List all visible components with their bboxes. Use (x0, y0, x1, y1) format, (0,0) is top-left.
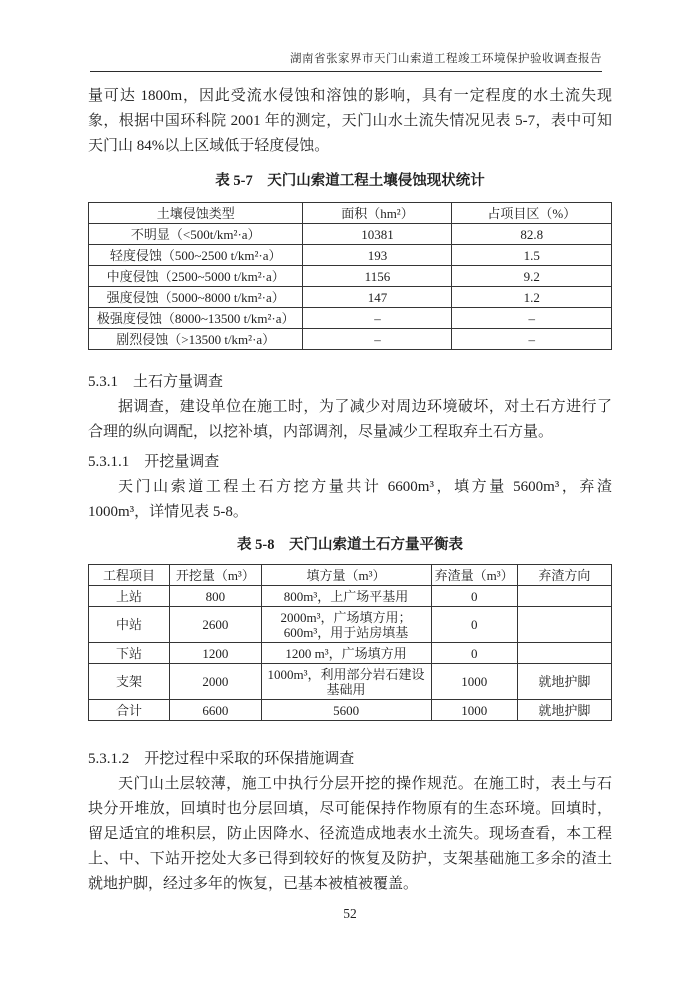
table-cell: 1200 (170, 643, 262, 664)
table-cell: 0 (431, 643, 517, 664)
table-cell: 1.5 (452, 245, 612, 266)
column-header: 弃渣量（m³） (431, 565, 517, 586)
table-5-8 (88, 564, 612, 721)
table-cell: 1000m³，利用部分岩石建设基础用 (261, 664, 431, 700)
table-row (89, 586, 612, 607)
table-cell: 强度侵蚀（5000~8000 t/km²·a） (89, 287, 303, 308)
table-cell: 5600 (261, 700, 431, 721)
table-cell: 上站 (89, 586, 170, 607)
table-cell: 2000 (170, 664, 262, 700)
column-header: 弃渣方向 (517, 565, 611, 586)
page-number: 52 (343, 906, 357, 921)
intro-paragraph: 量可达 1800m，因此受流水侵蚀和溶蚀的影响，具有一定程度的水土流失现象，根据中国环科院 2001 年的测定，天门山水土流失情况见表 5-7，表中可知天门山 84%以上区域低于轻度侵蚀。 (88, 88, 612, 154)
table-row (89, 224, 612, 245)
table-cell: 2600 (170, 607, 262, 643)
column-header: 填方量（m³） (261, 565, 431, 586)
table-row (89, 607, 612, 643)
table-cell: 800 (170, 586, 262, 607)
column-header: 面积（hm²） (303, 203, 452, 224)
column-header: 开挖量（m³） (170, 565, 262, 586)
section-heading-5-3-1-2: 5.3.1.2 开挖过程中采取的环保措施调查 (88, 751, 355, 767)
table-row (89, 700, 612, 721)
table-cell: 193 (303, 245, 452, 266)
table-cell: 轻度侵蚀（500~2500 t/km²·a） (89, 245, 303, 266)
table-cell: 极强度侵蚀（8000~13500 t/km²·a） (89, 308, 303, 329)
table-cell: 中度侵蚀（2500~5000 t/km²·a） (89, 266, 303, 287)
table-row (89, 308, 612, 329)
table-5-8-header-row (89, 565, 612, 586)
table-5-7-header-row (89, 203, 612, 224)
table-row (89, 329, 612, 350)
column-header: 工程项目 (89, 565, 170, 586)
table-cell: 就地护脚 (517, 700, 611, 721)
table-cell: 0 (431, 607, 517, 643)
table-cell: 剧烈侵蚀（>13500 t/km²·a） (89, 329, 303, 350)
column-header: 占项目区（%） (452, 203, 612, 224)
table-cell: – (452, 329, 612, 350)
table-cell (517, 586, 611, 607)
table-row (89, 266, 612, 287)
table-cell (517, 643, 611, 664)
table-cell: – (303, 308, 452, 329)
table-row (89, 664, 612, 700)
table-cell: 中站 (89, 607, 170, 643)
table-cell (517, 607, 611, 643)
column-header: 土壤侵蚀类型 (89, 203, 303, 224)
table-cell: 147 (303, 287, 452, 308)
table-row (89, 643, 612, 664)
page-content (88, 84, 612, 897)
table-cell: 1000 (431, 664, 517, 700)
table-cell: 1000 (431, 700, 517, 721)
table-cell: 1.2 (452, 287, 612, 308)
section-heading-5-3-1: 5.3.1 土石方量调查 (88, 374, 224, 390)
table-cell: 2000m³，广场填方用；600m³，用于站房填基 (261, 607, 431, 643)
table-cell: 下站 (89, 643, 170, 664)
table-cell: 82.8 (452, 224, 612, 245)
table-5-7 (88, 202, 612, 350)
section-paragraph-5-3-1-2: 天门山土层较薄，施工中执行分层开挖的操作规范。在施工时，表土与石块分开堆放，回填时也分层回填，尽可能保持作物原有的生态环境。回填时，留足适宜的堆积层，防止因降水、径流造成地表水土流失。现场查看，本工程上、中、下站开挖处大多已得到较好的恢复及防护，支架基础施工多余的渣土就地护脚，经过多年的恢复，已基本被植被覆盖。 (88, 776, 612, 892)
table-cell: 0 (431, 586, 517, 607)
table-cell: 就地护脚 (517, 664, 611, 700)
table-cell: 6600 (170, 700, 262, 721)
section-heading-5-3-1-1: 5.3.1.1 开挖量调查 (88, 454, 220, 470)
table-5-7-caption: 表 5-7 天门山索道工程土壤侵蚀现状统计 (215, 173, 485, 189)
table-cell: 1156 (303, 266, 452, 287)
table-cell: 9.2 (452, 266, 612, 287)
table-row (89, 287, 612, 308)
table-cell: 800m³，上广场平基用 (261, 586, 431, 607)
table-cell: 支架 (89, 664, 170, 700)
table-cell: 合计 (89, 700, 170, 721)
section-paragraph-5-3-1: 据调查，建设单位在施工时，为了减少对周边环境破坏，对土石方进行了合理的纵向调配，以挖补填，内部调剂，尽量减少工程取弃土石方量。 (88, 399, 612, 440)
table-cell: – (452, 308, 612, 329)
table-cell: 1200 m³，广场填方用 (261, 643, 431, 664)
table-row (89, 245, 612, 266)
table-cell: – (303, 329, 452, 350)
table-cell: 10381 (303, 224, 452, 245)
table-5-8-caption: 表 5-8 天门山索道土石方量平衡表 (237, 537, 463, 553)
table-cell: 不明显（<500t/km²·a） (89, 224, 303, 245)
running-header: 湖南省张家界市天门山索道工程竣工环境保护验收调查报告 (90, 50, 602, 72)
section-paragraph-5-3-1-1: 天门山索道工程土石方挖方量共计 6600m³，填方量 5600m³，弃渣 1000m³，详情见表 5-8。 (88, 479, 612, 520)
